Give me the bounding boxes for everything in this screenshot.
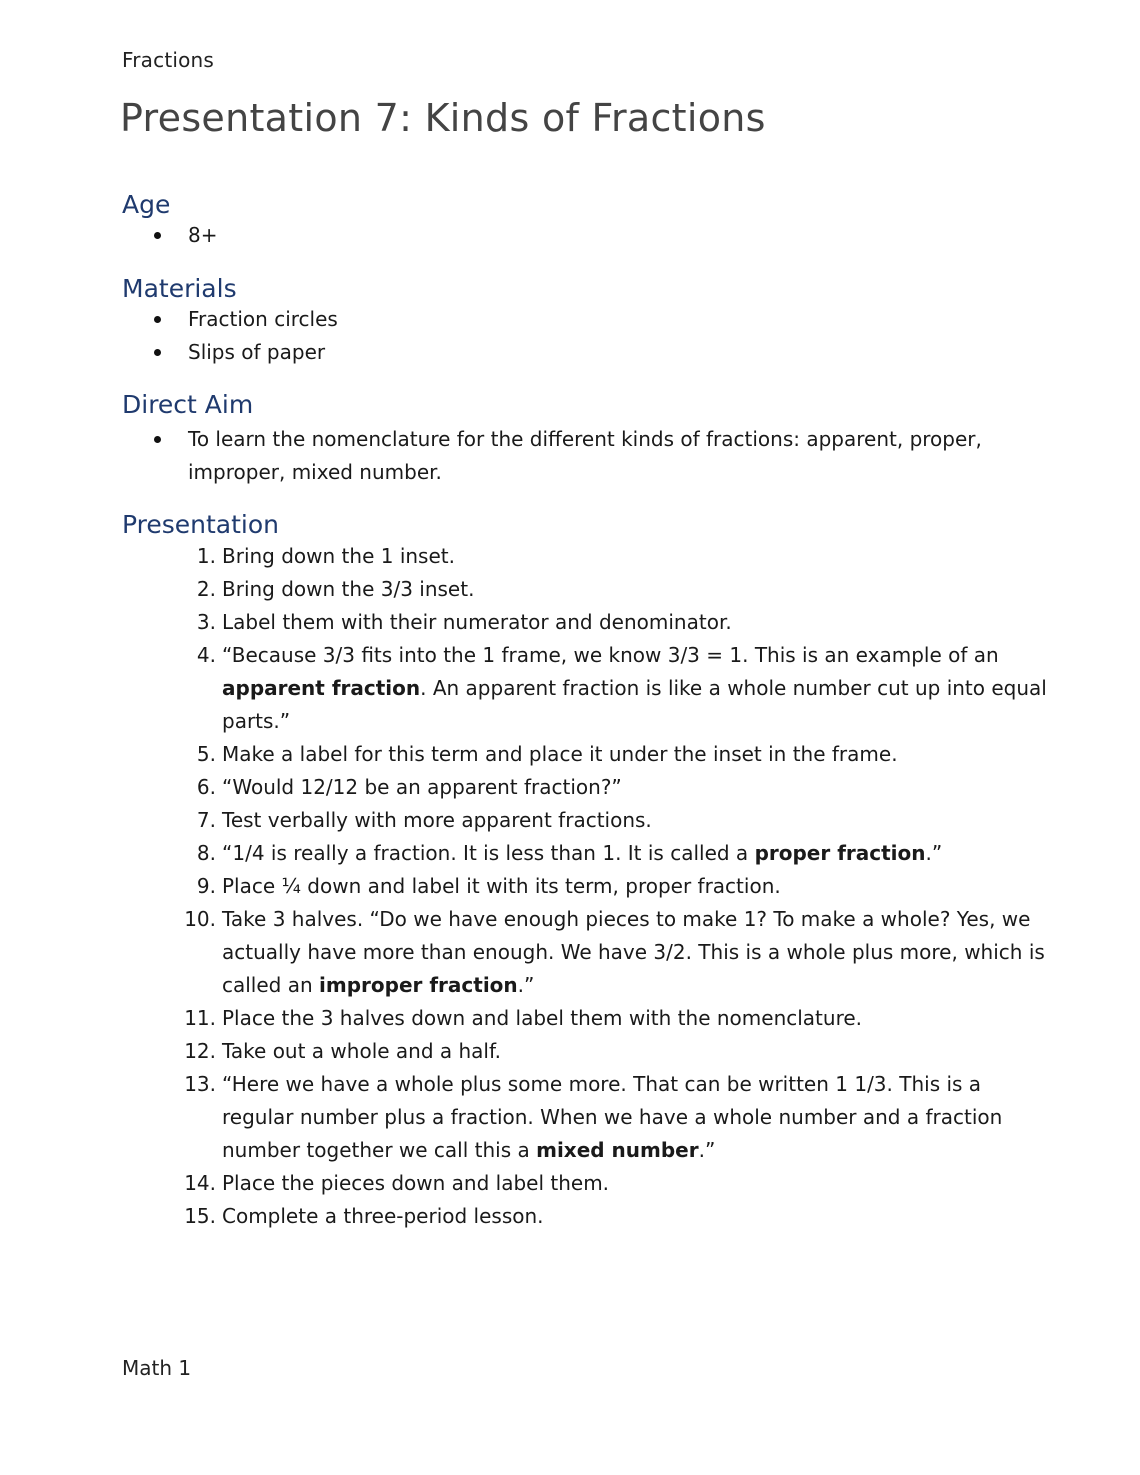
step-text: Place ¼ down and label it with its term, proper fraction. (222, 874, 781, 898)
step-text: Bring down the 1 inset. (222, 544, 455, 568)
section-heading-age: Age (122, 190, 171, 219)
direct-aim-list (150, 423, 1050, 489)
step-number: 8. (196, 841, 216, 865)
step-text: Bring down the 3/3 inset. (222, 577, 475, 601)
step-text: Label them with their numerator and denominator. (222, 610, 732, 634)
step-item (180, 903, 1050, 1002)
step-number: 3. (196, 610, 216, 634)
step-item (180, 804, 1050, 837)
step-number: 5. (196, 742, 216, 766)
list-item (150, 423, 1050, 489)
step-text: Place the pieces down and label them. (222, 1171, 610, 1195)
step-number: 7. (196, 808, 216, 832)
step-text: Take out a whole and a half. (222, 1039, 501, 1063)
page-header: Fractions (122, 48, 215, 72)
list-item (150, 336, 1050, 369)
step-term: improper fraction (319, 973, 518, 997)
step-text: “1/4 is really a fraction. It is less than 1. It is called a (222, 841, 755, 865)
step-number: 10. (184, 907, 216, 931)
step-item (180, 738, 1050, 771)
list-item (150, 219, 1050, 252)
step-item (180, 573, 1050, 606)
step-item (180, 837, 1050, 870)
step-number: 15. (184, 1204, 216, 1228)
step-text-after: .” (925, 841, 943, 865)
page-footer: Math 1 (122, 1356, 192, 1380)
list-item-text: To learn the nomenclature for the different kinds of fractions: apparent, proper, improper, mixed number. (188, 427, 982, 484)
bullet-icon (154, 232, 161, 239)
step-item (180, 606, 1050, 639)
materials-list (150, 303, 1050, 369)
section-heading-materials: Materials (122, 274, 237, 303)
step-text-after: .” (517, 973, 535, 997)
step-text-after: . An apparent fraction is like a whole number cut up into equal parts.” (222, 676, 1047, 733)
section-heading-presentation: Presentation (122, 510, 280, 539)
section-heading-direct-aim: Direct Aim (122, 390, 254, 419)
step-number: 12. (184, 1039, 216, 1063)
step-item (180, 540, 1050, 573)
step-text-after: .” (698, 1138, 716, 1162)
step-number: 2. (196, 577, 216, 601)
step-text: Test verbally with more apparent fractions. (222, 808, 652, 832)
presentation-steps (180, 540, 1050, 1233)
list-item-text: 8+ (188, 223, 218, 247)
step-number: 4. (196, 643, 216, 667)
bullet-icon (154, 436, 161, 443)
step-text: Complete a three-period lesson. (222, 1204, 544, 1228)
step-number: 13. (184, 1072, 216, 1096)
step-item (180, 639, 1050, 738)
step-number: 14. (184, 1171, 216, 1195)
step-item (180, 1200, 1050, 1233)
bullet-icon (154, 349, 161, 356)
step-item (180, 1167, 1050, 1200)
step-term: apparent fraction (222, 676, 421, 700)
step-number: 1. (196, 544, 216, 568)
step-item (180, 771, 1050, 804)
step-text: Place the 3 halves down and label them with the nomenclature. (222, 1006, 863, 1030)
list-item-text: Slips of paper (188, 340, 326, 364)
step-text: “Here we have a whole plus some more. That can be written 1 1/3. This is a regular number plus a fraction. When we have a whole number and a fraction number together we call this a (222, 1072, 1003, 1162)
step-item (180, 1002, 1050, 1035)
step-number: 11. (184, 1006, 216, 1030)
page-title: Presentation 7: Kinds of Fractions (120, 96, 766, 140)
step-number: 9. (196, 874, 216, 898)
step-text: Take 3 halves. “Do we have enough pieces to make 1? To make a whole? Yes, we actually have more than enough. We have 3/2. This is a whole plus more, which is called an (222, 907, 1045, 997)
step-number: 6. (196, 775, 216, 799)
list-item-text: Fraction circles (188, 307, 338, 331)
age-list (150, 219, 1050, 252)
list-item (150, 303, 1050, 336)
step-item (180, 1035, 1050, 1068)
step-term: proper fraction (754, 841, 926, 865)
bullet-icon (154, 316, 161, 323)
step-text: Make a label for this term and place it under the inset in the frame. (222, 742, 898, 766)
step-item (180, 1068, 1050, 1167)
step-text: “Because 3/3 fits into the 1 frame, we know 3/3 = 1. This is an example of an (222, 643, 999, 667)
step-term: mixed number (536, 1138, 699, 1162)
step-item (180, 870, 1050, 903)
step-text: “Would 12/12 be an apparent fraction?” (222, 775, 622, 799)
